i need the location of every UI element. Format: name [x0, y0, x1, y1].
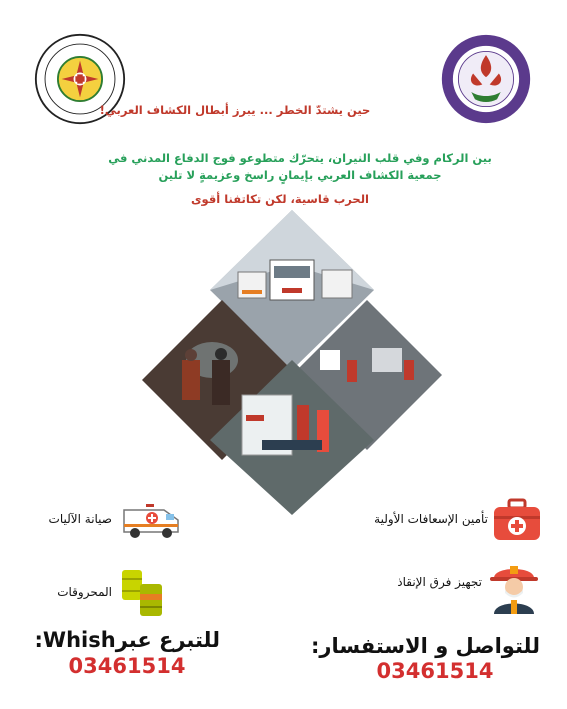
photo-collage: [142, 210, 442, 515]
need-fuel-label: المحروقات: [57, 585, 112, 599]
tagline: الحرب قاسية، لكن تكاتفنا أقوى: [191, 192, 369, 206]
headline: حين يشتدّ الخطر ... يبرز أبطال الكشاف العربي!: [99, 103, 371, 117]
intro-line-1: بين الركام وفي قلب النيران، يتحرّك متطوعو فوج الدفاع المدني في: [108, 151, 492, 165]
scout-association-logo: [440, 33, 532, 125]
ambulance-icon: [120, 502, 184, 540]
need-vehicle-maintenance-label: صيانة الآليات: [48, 512, 112, 526]
need-rescue-equipment-label: تجهيز فرق الإنقاذ: [397, 575, 482, 589]
fuel-barrels-icon: [120, 566, 164, 618]
first-aid-kit-icon: [492, 498, 542, 542]
intro-text: [85, 150, 515, 184]
contact-phone[interactable]: 03461514: [376, 659, 494, 683]
firefighter-icon: [486, 560, 542, 616]
intro-line-2: جمعية الكشاف العربي بإيمانٍ راسخ وعزيمةٍ لا تلين: [158, 168, 442, 182]
donate-phone[interactable]: 03461514: [68, 654, 186, 678]
contact-title: للتواصل و الاستفسار:: [310, 634, 540, 658]
donate-title: للتبرع عبرWhish:: [34, 628, 220, 652]
need-first-aid-label: تأمين الإسعافات الأولية: [374, 512, 488, 526]
